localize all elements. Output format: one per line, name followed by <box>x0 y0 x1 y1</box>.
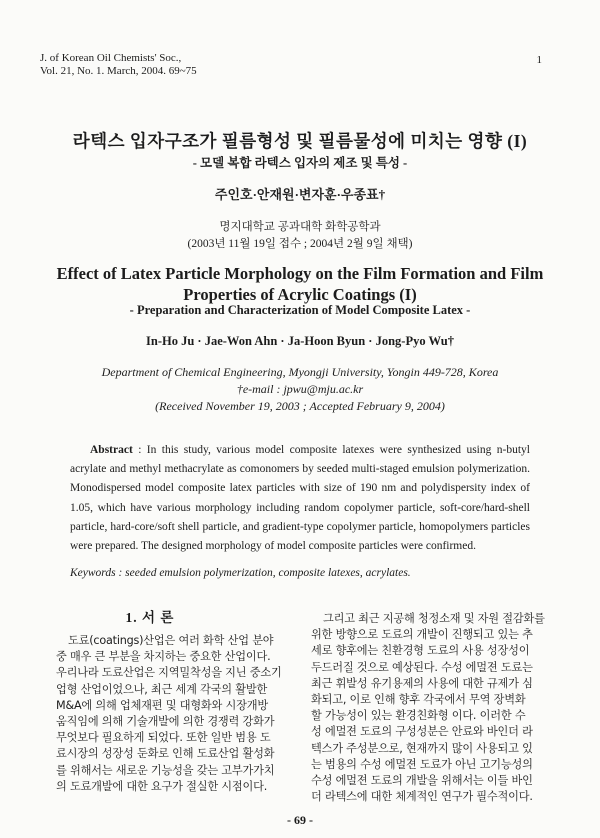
page-number: 1 <box>536 54 542 66</box>
korean-title: 라텍스 입자구조가 필름형성 및 필름물성에 미치는 영향 (I) <box>72 131 528 151</box>
keywords: Keywords : seeded emulsion polymerization, composite latexes, acrylates. <box>70 567 411 579</box>
korean-affiliation: 명지대학교 공과대학 화학공학과 <box>219 221 381 233</box>
section-title: 1. 서 론 <box>125 610 175 625</box>
abstract-label: Abstract <box>90 444 133 456</box>
english-title <box>0 263 600 305</box>
left-column <box>56 633 290 795</box>
text-line: 텍스가 주성분으로, 현재까지 많이 사용되고 있 <box>311 741 533 755</box>
text-line: 할 가능성이 있는 환경친화형 이다. 이러한 수 <box>311 709 526 723</box>
text-line: 료시장의 성장성 둔화로 인해 도료산업 활성화 <box>56 747 275 761</box>
korean-subtitle: - 모델 복합 라텍스 입자의 제조 및 특성 - <box>192 156 408 170</box>
english-subtitle: - Preparation and Characterization of Model Composite Latex - <box>129 303 471 317</box>
journal-reference <box>40 52 197 78</box>
text-line: 도료(coatings)산업은 여러 화학 산업 분야 <box>68 634 274 647</box>
text-line: 움직임에 의해 기술개발에 의한 경쟁력 강화가 <box>56 715 275 729</box>
text-line: 위한 방향으로 도료의 개발이 진행되고 있는 추 <box>311 628 533 642</box>
english-authors: In-Ho Ju · Jae-Won Ahn · Ja-Hoon Byun · Jong-Pyo Wu† <box>146 334 454 348</box>
english-dates: (Received November 19, 2003 ; Accepted February 9, 2004) <box>155 399 445 413</box>
journal-reference-line1: J. of Korean Oil Chemists' Soc., <box>40 52 182 64</box>
english-affiliation: Department of Chemical Engineering, Myongji University, Yongin 449-728, Korea <box>101 365 499 379</box>
text-line: M&A에 의해 업체재편 및 대형화와 시장개방 <box>56 698 268 712</box>
page-footer-number: - 69 - <box>287 813 313 827</box>
english-affiliation-block <box>0 364 600 415</box>
text-line: 최근 휘발성 유기용제의 사용에 대한 규제가 심 <box>311 676 533 690</box>
text-line: 업형 산업이었으나, 최근 세계 각국의 활발한 <box>56 682 268 696</box>
english-title-line1: Effect of Latex Particle Morphology on the Film Formation and Film <box>56 264 544 283</box>
text-line: 성 에멀젼 도료의 구성성분은 안료와 바인더 라 <box>311 725 533 739</box>
korean-affiliation-block <box>0 219 600 253</box>
korean-authors: 주인호·안재원·변자훈·우종표† <box>214 187 386 202</box>
english-title-line2: Properties of Acrylic Coatings (I) <box>183 285 417 304</box>
text-line: 는 범용의 수성 에멀젼 도료가 아닌 고기능성의 <box>311 757 533 771</box>
text-line: 수성 에멀젼 도료의 개발을 위해서는 이들 바인 <box>311 774 533 788</box>
text-line: 우리나라 도료산업은 지역밀착성을 지닌 중소기 <box>56 666 282 680</box>
text-line: 중 매우 큰 부분을 차지하는 중요한 산업이다. <box>56 650 271 664</box>
journal-reference-line2: Vol. 21, No. 1. March, 2004. 69~75 <box>40 65 197 77</box>
text-line: 더 라텍스에 대한 체계적인 연구가 필수적이다. <box>311 790 533 804</box>
text-line: 그리고 최근 지공해 청정소재 및 자원 절감화를 <box>323 612 545 625</box>
text-line: 세로 향후에는 친환경형 도료의 사용 성장성이 <box>311 644 530 658</box>
text-line: 를 위해서는 새로운 기능성을 갖는 고부가가치 <box>56 763 275 777</box>
text-line: 무엇보다 필요하게 되었다. 또한 일반 범용 도 <box>56 731 271 745</box>
abstract <box>70 441 530 556</box>
text-line: 화되고, 이로 인해 향후 각국에서 무역 장벽화 <box>311 693 526 707</box>
korean-dates: (2003년 11월 19일 접수 ; 2004년 2월 9일 채택) <box>187 238 413 250</box>
text-line: 의 도료개발에 대한 요구가 절실한 시점이다. <box>56 779 268 793</box>
text-line: 두드러질 것으로 예상된다. 수성 에멀젼 도료는 <box>311 660 533 674</box>
english-email: †e-mail : jpwu@mju.ac.kr <box>236 382 364 396</box>
right-column <box>311 611 548 805</box>
abstract-text: : In this study, various model composite latexes were synthesized using n-butyl acrylate and methyl methacrylate as comonomers by seeded multi-staged emulsion polymerization. Monodispersed model composite latex particles with size of 190 nm and polydispersity index of 1.05, which have various morphology including random copolymer particle, soft-core/hard-shell particle, hard-core/soft shell particle, and gradient-type copolymer particle, homopolymers particles were prepared. The designed morphology of model composite particles were confirmed. <box>70 444 531 553</box>
